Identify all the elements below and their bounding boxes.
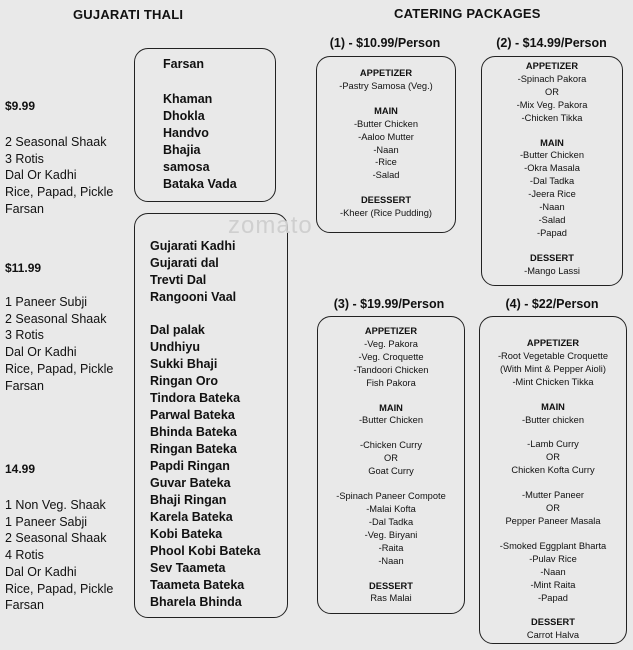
dish-item: Taameta Bateka	[150, 578, 245, 592]
package-menu-item: -Dal Tadka	[368, 516, 414, 527]
plan-item: Rice, Papad, Pickle	[5, 361, 114, 376]
dish-item: Phool Kobi Bateka	[150, 544, 261, 558]
farsan-item: Dhokla	[163, 109, 205, 123]
package-menu-item: -Spinach Pakora	[517, 73, 587, 84]
farsan-list	[163, 91, 237, 193]
package-section-heading: MAIN	[374, 105, 398, 116]
dish-item: Guvar Bateka	[150, 476, 231, 490]
package-section-heading: MAIN	[379, 402, 403, 413]
plan-item: Farsan	[5, 598, 44, 613]
plan-item: Rice, Papad, Pickle	[5, 185, 114, 200]
dish-item: Sukki Bhaji	[150, 357, 218, 371]
dish-item: Undhiyu	[150, 340, 200, 354]
dish-item: Parwal Bateka	[150, 408, 235, 422]
plan-item: Rice, Papad, Pickle	[5, 581, 114, 596]
package-menu-item: Fish Pakora	[366, 377, 416, 388]
dishes-group-1	[150, 238, 236, 306]
package-menu-item: -Salad	[372, 170, 400, 181]
package-section-heading: MAIN	[541, 401, 565, 412]
dish-item: Sev Taameta	[150, 561, 226, 575]
package-menu-item: -Mix Veg. Pakora	[516, 99, 588, 110]
dish-item: Bhaji Ringan	[150, 493, 227, 507]
package-section-heading: MAIN	[540, 137, 564, 148]
package-menu-item: -Raita	[378, 542, 404, 553]
package-menu-item: -Mint Chicken Tikka	[512, 376, 594, 387]
package-menu-item: -Mango Lassi	[524, 265, 580, 276]
plan-item: Dal Or Kadhi	[5, 345, 77, 360]
plan-3-items	[5, 497, 113, 614]
package-menu-item: -Pulav Rice	[529, 553, 577, 564]
plan-2-items	[5, 294, 113, 394]
package-menu-item: -Pastry Samosa (Veg.)	[339, 80, 433, 91]
package-section-heading: APPETIZER	[359, 68, 413, 78]
package-menu-item: -Salad	[538, 214, 566, 225]
farsan-item: Bataka Vada	[163, 177, 237, 191]
package-section-heading: APPETIZER	[526, 338, 580, 348]
package-3-title: (3) - $19.99/Person	[333, 297, 445, 311]
package-menu-item: Pepper Paneer Masala	[505, 515, 601, 526]
dish-item: Ringan Oro	[150, 374, 219, 388]
package-menu-item: -Naan	[378, 555, 404, 566]
package-menu-item: -Smoked Eggplant Bharta	[499, 540, 607, 551]
package-3-menu	[318, 325, 464, 605]
package-section-heading: APPETIZER	[364, 326, 418, 336]
package-menu-item: OR	[546, 452, 560, 463]
package-menu-item: -Veg. Biryani	[364, 529, 418, 540]
plan-item: Dal Or Kadhi	[5, 168, 77, 183]
package-section-heading: DEESSERT	[360, 195, 412, 206]
dish-item: Karela Bateka	[150, 510, 233, 524]
plan-2-price: $11.99	[5, 261, 42, 275]
farsan-item: Bhajia	[163, 143, 201, 157]
package-menu-item: OR	[546, 503, 560, 514]
package-menu-item: -Papad	[537, 227, 567, 238]
package-menu-item: -Mint Raita	[530, 579, 576, 590]
plan-item: 2 Seasonal Shaak	[5, 311, 107, 326]
package-menu-item: -Root Vegetable Croquette	[497, 350, 609, 361]
package-menu-item: -Naan	[540, 566, 566, 577]
package-menu-item: -Butter Chicken	[353, 118, 419, 129]
package-menu-item: Chicken Kofta Curry	[511, 465, 595, 476]
package-1-title: (1) - $10.99/Person	[329, 36, 441, 50]
plan-item: Farsan	[5, 201, 44, 216]
package-menu-item: -Veg. Pakora	[364, 338, 418, 349]
plan-1-price: $9.99	[5, 99, 36, 113]
plan-3-price: 14.99	[5, 462, 36, 476]
package-menu-item: Ras Malai	[370, 593, 412, 604]
package-menu-item: (With Mint & Pepper Aioli)	[500, 363, 606, 374]
package-menu-item: -Tandoori Chicken	[353, 364, 429, 375]
package-menu-item: -Naan	[539, 202, 565, 213]
package-menu-item: -Okra Masala	[524, 163, 580, 174]
plan-item: 2 Seasonal Shaak	[5, 531, 107, 546]
package-menu-item: OR	[545, 86, 559, 97]
package-menu-item: -Butter chicken	[521, 414, 584, 425]
package-menu-item: -Mutter Paneer	[521, 490, 584, 501]
catering-heading: CATERING PACKAGES	[394, 6, 541, 21]
dish-item: Ringan Bateka	[150, 442, 237, 456]
package-menu-item: Carrot Halva	[526, 630, 580, 641]
dish-item: Kobi Bateka	[150, 527, 223, 541]
farsan-item: Khaman	[163, 92, 213, 106]
package-menu-item: -Malai Kofta	[366, 503, 416, 514]
package-menu-item: -Spinach Paneer Compote	[336, 491, 446, 502]
farsan-title: Farsan	[163, 57, 204, 71]
dish-item: Bhinda Bateka	[150, 425, 237, 439]
farsan-item: samosa	[163, 160, 210, 174]
package-4-menu	[479, 337, 627, 642]
package-menu-item: OR	[384, 453, 398, 464]
package-menu-item: -Jeera Rice	[528, 189, 576, 200]
package-1-menu	[318, 67, 454, 220]
dish-item: Gujarati dal	[150, 256, 219, 270]
package-2-title: (2) - $14.99/Person	[496, 36, 607, 50]
package-menu-item: -Naan	[373, 144, 399, 155]
package-menu-item: -Butter Chicken	[358, 415, 424, 426]
plan-item: 3 Rotis	[5, 328, 44, 343]
package-menu-item: Goat Curry	[368, 466, 414, 477]
plan-item: 1 Non Veg. Shaak	[5, 498, 106, 512]
package-menu-item: -Chicken Tikka	[521, 112, 583, 123]
dish-item: Bharela Bhinda	[150, 595, 242, 609]
plan-item: Dal Or Kadhi	[5, 564, 77, 579]
plan-item: 2 Seasonal Shaak	[5, 135, 107, 149]
dish-item: Gujarati Kadhi	[150, 239, 236, 253]
plan-item: 4 Rotis	[5, 548, 44, 563]
package-menu-item: -Aaloo Mutter	[358, 131, 414, 142]
package-2-menu	[482, 60, 622, 278]
package-section-heading: DESSERT	[530, 252, 574, 263]
package-menu-item: -Lamb Curry	[527, 439, 579, 450]
dishes-group-2	[150, 322, 260, 611]
dish-item: Papdi Ringan	[150, 459, 230, 473]
thali-heading: GUJARATI THALI	[73, 7, 184, 22]
package-menu-item: -Rice	[375, 157, 397, 168]
plan-item: 1 Paneer Subji	[5, 295, 88, 309]
watermark: zomato	[228, 212, 313, 239]
farsan-item: Handvo	[163, 126, 209, 140]
package-menu-item: -Kheer (Rice Pudding)	[340, 208, 432, 219]
package-4-title: (4) - $22/Person	[505, 297, 599, 311]
package-menu-item: -Veg. Croquette	[358, 351, 424, 362]
dish-item: Tindora Bateka	[150, 391, 241, 405]
plan-item: Farsan	[5, 378, 44, 393]
package-menu-item: -Chicken Curry	[360, 440, 422, 451]
plan-item: 1 Paneer Sabji	[5, 514, 88, 529]
package-section-heading: APPETIZER	[525, 61, 579, 71]
dish-item: Rangooni Vaal	[150, 290, 237, 304]
package-section-heading: DESSERT	[531, 617, 575, 628]
package-menu-item: -Papad	[538, 592, 568, 603]
package-section-heading: DESSERT	[369, 580, 413, 591]
dish-item: Dal palak	[150, 323, 205, 337]
package-menu-item: -Dal Tadka	[529, 176, 575, 187]
dish-item: Trevti Dal	[150, 273, 207, 287]
plan-1-items	[5, 134, 113, 218]
plan-item: 3 Rotis	[5, 151, 44, 166]
package-menu-item: -Butter Chicken	[519, 150, 585, 161]
